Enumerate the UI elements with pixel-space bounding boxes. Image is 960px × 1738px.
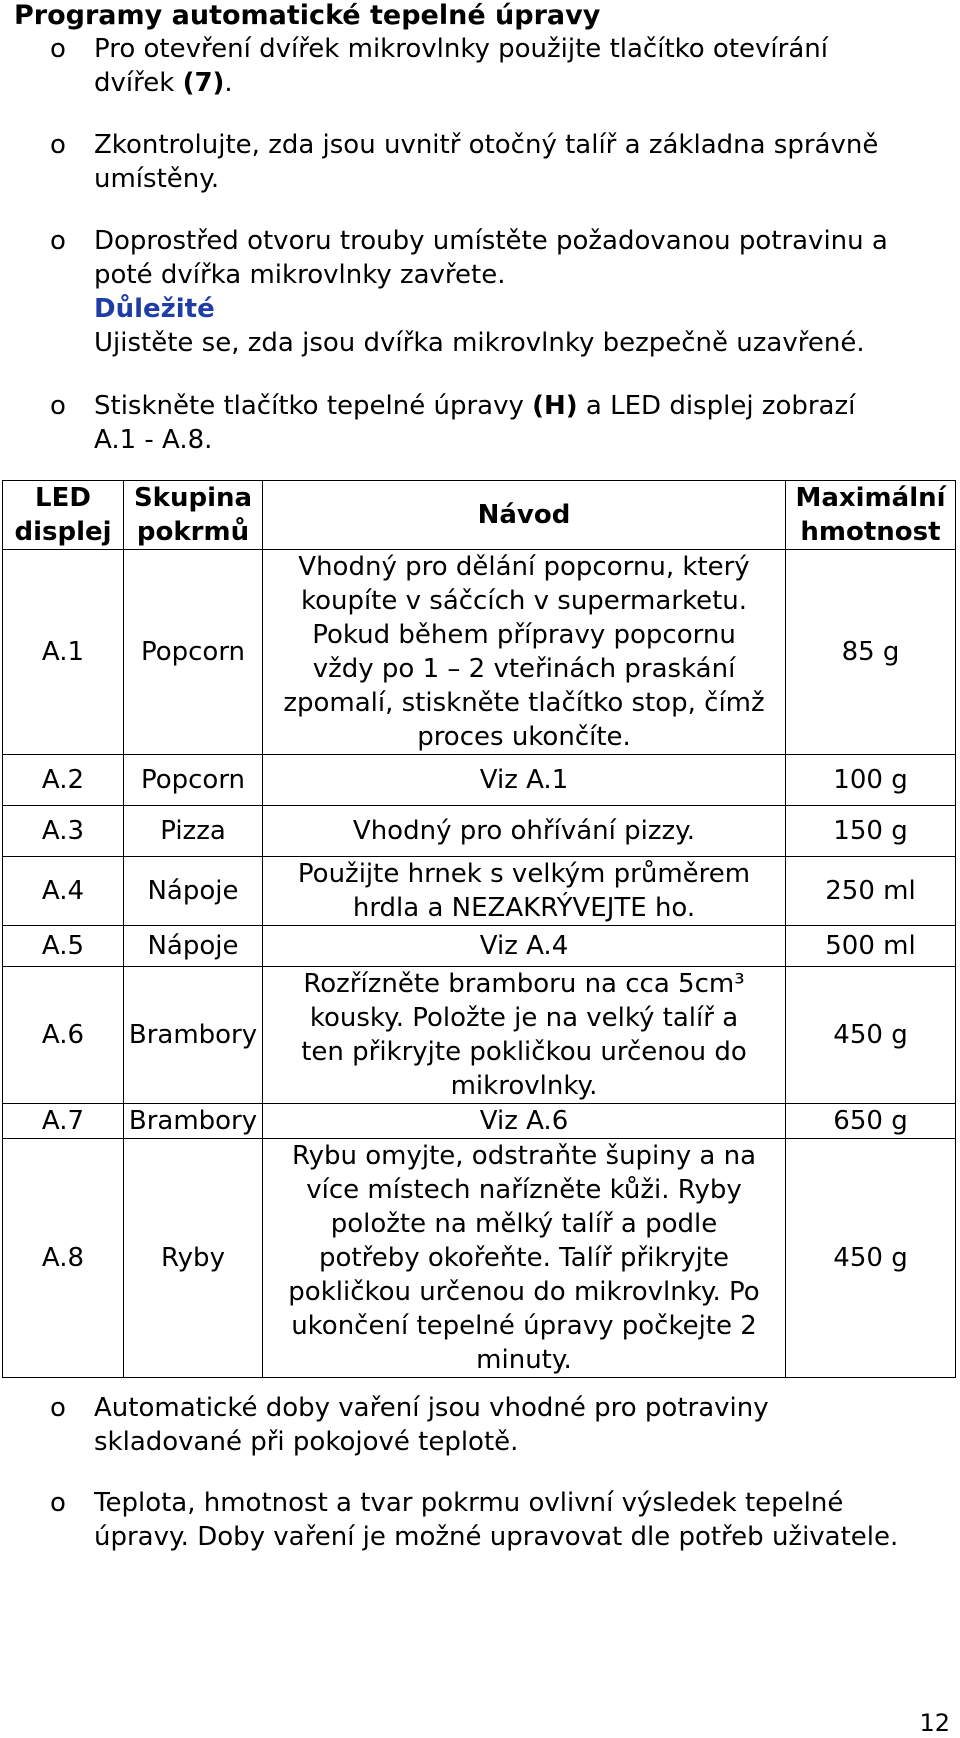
instructions-cell: Použijte hrnek s velkým průměrem hrdla a NEZAKRÝVEJTE ho. [263,857,786,926]
bullet-text [94,128,954,196]
instructions-cell: Viz A.4 [263,926,786,967]
food-group-cell: Pizza [124,806,263,857]
table-row [3,755,956,806]
instructions-cell: Viz A.6 [263,1104,786,1139]
food-group-cell: Ryby [124,1139,263,1378]
table-row [3,967,956,1104]
bullet-line: Teplota, hmotnost a tvar pokrmu ovlivní výsledek tepelné [94,1488,844,1518]
table-body [3,550,956,1378]
bullet-text [94,224,954,360]
food-group-cell: Brambory [124,1104,263,1139]
max-weight-cell: 250 ml [786,857,956,926]
bullet-line: A.1 - A.8. [94,425,213,455]
bullet-marker: o [50,391,66,421]
led-code-cell: A.5 [3,926,124,967]
table-row [3,806,956,857]
page-number: 12 [919,1709,950,1737]
instructions-cell: Vhodný pro dělání popcornu, který koupíte v sáčcích v supermarketu. Pokud během přípravy popcornu vždy po 1 – 2 vteřinách praskání zpomalí, stiskněte tlačítko stop, čímž proces ukončíte. [263,550,786,755]
instructions-cell: Viz A.1 [263,755,786,806]
bullet-line: úpravy. Doby vaření je možné upravovat dle potřeb uživatele. [94,1522,899,1552]
table-header-row [3,481,956,550]
table-row [3,1104,956,1139]
food-group-cell: Popcorn [124,755,263,806]
button-reference: (H) [532,391,578,421]
max-weight-cell: 650 g [786,1104,956,1139]
bullet-text [94,32,954,100]
bullet-marker: o [50,226,66,256]
led-code-cell: A.3 [3,806,124,857]
max-weight-cell: 450 g [786,967,956,1104]
max-weight-cell: 100 g [786,755,956,806]
header-food-group: Skupina pokrmů [124,481,263,550]
table-row [3,857,956,926]
instructions-cell: Rozřízněte bramboru na cca 5cm³ kousky. Položte je na velký talíř a ten přikryjte pokličkou určenou do mikrovlnky. [263,967,786,1104]
food-group-cell: Brambory [124,967,263,1104]
bullet-text [94,1486,954,1554]
header-max-weight: Maximální hmotnost [786,481,956,550]
food-group-cell: Nápoje [124,926,263,967]
header-led-display: LED displej [3,481,124,550]
table-row [3,926,956,967]
bullet-line: Pro otevření dvířek mikrovlnky použijte tlačítko otevírání [94,34,828,64]
bullet-line: dvířek (7). [94,68,233,98]
food-group-cell: Nápoje [124,857,263,926]
bullet-line: Stiskněte tlačítko tepelné úpravy (H) a LED displej zobrazí [94,391,856,421]
max-weight-cell: 85 g [786,550,956,755]
led-code-cell: A.7 [3,1104,124,1139]
max-weight-cell: 150 g [786,806,956,857]
important-title: Důležité [94,294,215,324]
led-code-cell: A.8 [3,1139,124,1378]
bullet-line: poté dvířka mikrovlnky zavřete. [94,260,506,290]
bullet-text [94,1391,954,1459]
table-row [3,1139,956,1378]
led-code-cell: A.1 [3,550,124,755]
bullet-line: Doprostřed otvoru trouby umístěte požadovanou potravinu a [94,226,888,256]
bullet-line: Automatické doby vaření jsou vhodné pro potraviny [94,1393,769,1423]
program-table [2,480,956,1378]
bullet-text [94,389,954,457]
bullet-marker: o [50,130,66,160]
bullet-marker: o [50,34,66,64]
bullet-line: skladované při pokojové teplotě. [94,1427,519,1457]
led-code-cell: A.2 [3,755,124,806]
section-heading: Programy automatické tepelné úpravy [14,0,601,31]
food-group-cell: Popcorn [124,550,263,755]
bullet-line: Zkontrolujte, zda jsou uvnitř otočný talíř a základna správně [94,130,879,160]
led-code-cell: A.4 [3,857,124,926]
bullet-line: umístěny. [94,164,220,194]
instructions-cell: Rybu omyjte, odstraňte šupiny a na více místech nařízněte kůži. Ryby položte na mělký talíř a podle potřeby okořeňte. Talíř přikryjte pokličkou určenou do mikrovlnky. Po ukončení tepelné úpravy počkejte 2 minuty. [263,1139,786,1378]
bullet-marker: o [50,1488,66,1518]
max-weight-cell: 500 ml [786,926,956,967]
header-instructions: Návod [263,481,786,550]
table-row [3,550,956,755]
important-note: Ujistěte se, zda jsou dvířka mikrovlnky bezpečně uzavřené. [94,328,865,358]
instructions-cell: Vhodný pro ohřívání pizzy. [263,806,786,857]
max-weight-cell: 450 g [786,1139,956,1378]
bullet-marker: o [50,1393,66,1423]
button-reference: (7) [182,68,225,98]
led-code-cell: A.6 [3,967,124,1104]
